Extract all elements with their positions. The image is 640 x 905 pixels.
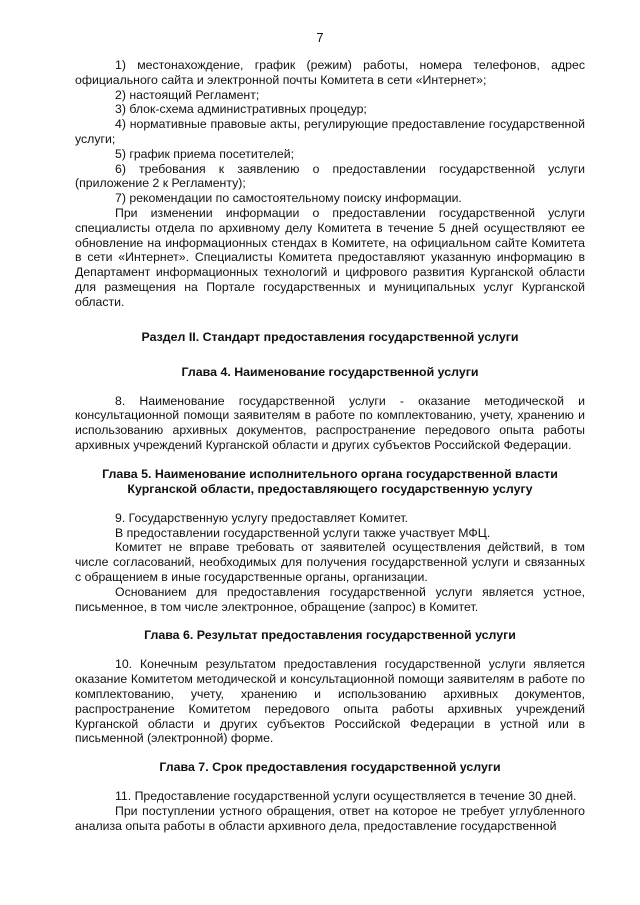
section-2-title: Раздел II. Стандарт предоставления государственной услуги: [141, 329, 519, 344]
paragraph-no-demands: Комитет не вправе требовать от заявителей осуществления действий, в том числе согласований, необходимых для получения государственной услуги и связанных с обращением в иные государственные органы, организации.: [75, 540, 585, 584]
chapter-5-title-line-2: Курганской области, предоставляющего государственную услугу: [127, 481, 533, 496]
list-item-requirements: 6) требования к заявлению о предоставлении государственной услуги (приложение 2 к Регламенту);: [75, 161, 585, 191]
document-body: [75, 58, 585, 833]
paragraph-info-changes: При изменении информации о предоставлении государственной услуги специалисты отдела по архивному делу Комитета в течение 5 дней осуществляют ее обновление на информационных стендах в Комитете, на официальном сайте Комитета в сети «Интернет». Специалисты Комитета предоставляют указанную информацию в Департамент информационных технологий и цифрового развития Курганской области для размещения на Портале государственных и муниципальных услуг Курганской области.: [75, 205, 585, 309]
list-item-regulation: 2) настоящий Регламент;: [115, 87, 260, 102]
paragraph-10: 10. Конечным результатом предоставления государственной услуги является оказание Комитетом методической и консультационной помощи заявителям в работе по комплектованию, учету, хранению и использованию архивных документов, распространение Комитетом передового опыта работы архивных учреждений Курганской области и других субъектов Российской Федерации в устной или в письменной (электронной) форме.: [75, 657, 585, 746]
list-item-legal-acts: 4) нормативные правовые акты, регулирующие предоставление государственной услуги;: [75, 117, 585, 146]
chapter-4-title: Глава 4. Наименование государственной услуги: [181, 364, 479, 379]
list-item-recommendations: 7) рекомендации по самостоятельному поиску информации.: [115, 191, 462, 206]
paragraph-11: 11. Предоставление государственной услуги осуществляется в течение 30 дней.: [115, 789, 577, 804]
paragraph-8: 8. Наименование государственной услуги - оказание методической и консультационной помощи заявителям в работе по комплектованию, учету, хранению и использованию архивных документов, распространение передового опыта работы архивных учреждений Курганской области и других субъектов Российской Федерации.: [75, 393, 585, 452]
list-item-location: 1) местонахождение, график (режим) работы, номера телефонов, адрес официального сайта и электронной почты Комитета в сети «Интернет»;: [75, 58, 585, 87]
list-item-schedule: 5) график приема посетителей;: [115, 146, 295, 161]
paragraph-9: 9. Государственную услугу предоставляет Комитет.: [115, 510, 409, 525]
paragraph-basis: Основанием для предоставления государственной услуги является устное, письменное, в том числе электронное, обращение (запрос) в Комитет.: [75, 584, 585, 614]
paragraph-mfc: В предоставлении государственной услуги также участвует МФЦ.: [115, 525, 491, 540]
paragraph-oral-request: При поступлении устного обращения, ответ на которое не требует углубленного анализа опыта работы в области архивного дела, предоставление государственной: [75, 803, 585, 833]
page-number: 7: [316, 30, 324, 45]
chapter-6-title: Глава 6. Результат предоставления государственной услуги: [144, 628, 516, 643]
list-item-flowchart: 3) блок-схема административных процедур;: [115, 102, 367, 117]
chapter-5-title-line-1: Глава 5. Наименование исполнительного органа государственной власти: [102, 466, 558, 481]
chapter-7-title: Глава 7. Срок предоставления государственной услуги: [159, 760, 501, 775]
